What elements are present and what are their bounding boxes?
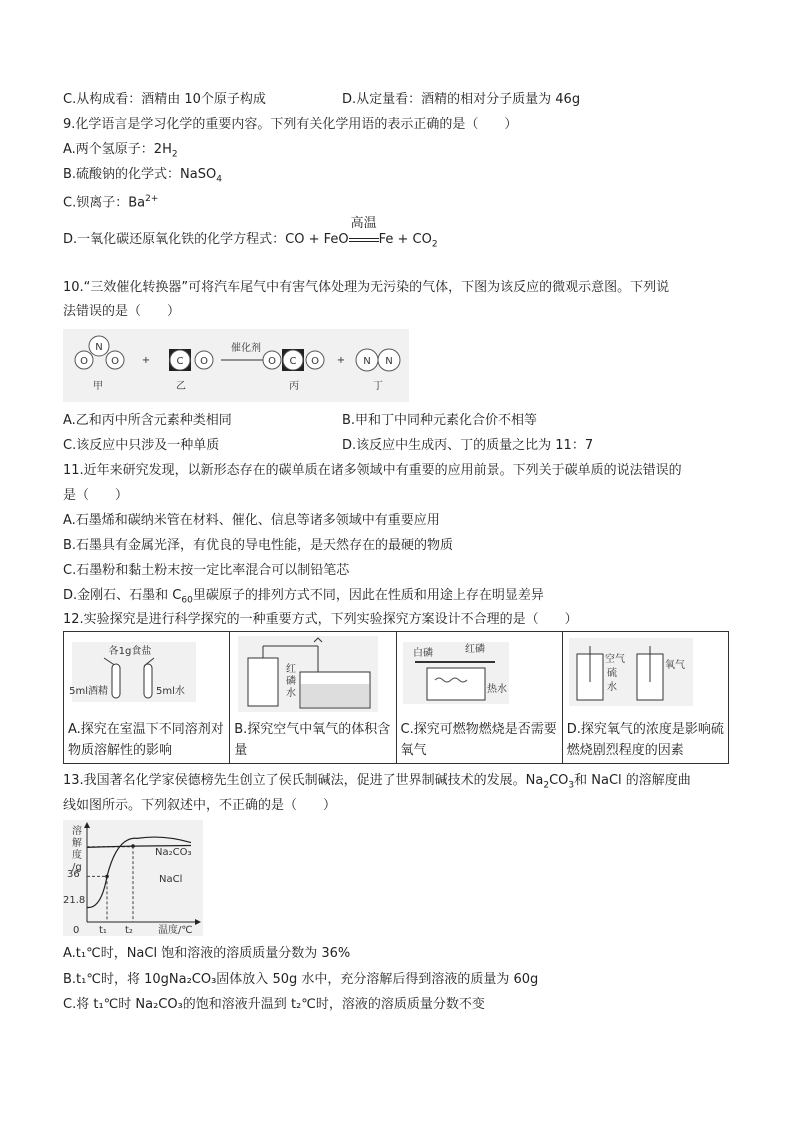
experiment-d-figure [563, 632, 728, 717]
q13-stem-line2: 线如图所示。下列叙述中，不正确的是（ ） [63, 798, 337, 813]
svg-text:氧气: 氧气 [664, 660, 685, 671]
q10-option-a: A.乙和丙中所含元素种类相同 [63, 413, 232, 428]
svg-text:+: + [336, 355, 346, 366]
xlabel: 温度/℃ [158, 925, 193, 936]
svg-text:5ml水: 5ml水 [156, 686, 185, 697]
svg-text:O: O [111, 356, 119, 367]
svg-text:O: O [80, 356, 88, 367]
q9-option-c: C.钡离子：$Ba^{2+}$ [63, 194, 159, 211]
legend-nacl: NaCl [159, 874, 183, 885]
label-bing: 丙 [289, 381, 299, 392]
svg-text:C: C [289, 356, 297, 367]
ylabel-3: 度 [72, 850, 82, 861]
svg-text:C: C [176, 356, 184, 367]
q11-option-d: D.金刚石、石墨和 $C_{60}$里碳原子的排列方式不同，因此在性质和用途上存在明显差异 [63, 588, 544, 606]
q10-stem-line1: 10.“三效催化转换器”可将汽车尾气中有害气体处理为无污染的气体，下图为该反应的微观示意图。下列说 [63, 280, 670, 295]
xtick-0: 0 [73, 925, 80, 936]
label-jia: 甲 [93, 381, 103, 392]
q9-stem: 9.化学语言是学习化学的重要内容。下列有关化学用语的表示正确的是（ ） [63, 117, 518, 132]
svg-text:水: 水 [606, 682, 617, 693]
svg-text:N: N [363, 356, 371, 367]
q10-option-b: B.甲和丁中同种元素化合价不相等 [342, 413, 538, 428]
q9-option-d: D.一氧化碳还原氧化铁的化学方程式：CO + FeO 高温 $Fe + CO_2$ [63, 216, 438, 250]
reaction-condition: 高温 [350, 216, 377, 231]
q10-option-c: C.该反应中只涉及一种单质 [63, 438, 220, 453]
q10-option-d: D.该反应中生成丙、丁的质量之比为 11：7 [342, 438, 594, 453]
q8-option-d: D.从定量看：酒精的相对分子质量为 46g [342, 92, 581, 107]
xtick-t2: t₂ [125, 925, 133, 936]
point-na2co3-t1 [105, 875, 109, 879]
svg-text:红磷: 红磷 [464, 644, 485, 655]
label-ding: 丁 [373, 381, 383, 392]
svg-text:O: O [268, 356, 276, 367]
svg-text:5ml酒精: 5ml酒精 [69, 686, 108, 697]
ylabel-1: 溶 [72, 826, 82, 837]
svg-text:白磷: 白磷 [412, 648, 433, 659]
experiment-c-text: C.探究可燃物燃烧是否需要氧气 [400, 722, 557, 758]
q11-stem-line2: 是（ ） [63, 488, 129, 503]
svg-text:磷: 磷 [286, 676, 297, 687]
q13-option-b: B.t₁℃时，将 10gNa₂CO₃固体放入 50g 水中，充分溶解后得到溶液的质量为 60g [63, 972, 539, 987]
molecule-yi [169, 349, 213, 371]
q12-stem: 12.实验探究是进行科学探究的一种重要方式，下列实验探究方案设计不合理的是（ ） [63, 612, 578, 627]
svg-text:红: 红 [286, 664, 297, 675]
xtick-t1: t₁ [99, 925, 107, 936]
svg-text:O: O [200, 356, 208, 367]
svg-text:空气: 空气 [604, 654, 625, 665]
q13-stem-line1: 13.我国著名化学家侯德榜先生创立了侯氏制碱法，促进了世界制碱技术的发展。$Na_2CO_3$和 NaCl 的溶解度曲 [63, 773, 691, 791]
experiment-a-figure [64, 632, 229, 717]
q10-stem-line2: 法错误的是（ ） [63, 304, 181, 319]
q9-option-b: B.硫酸钠的化学式：NaSO$_4$ [63, 167, 222, 185]
q12-experiment-table [63, 631, 729, 764]
catalyst-label: 催化剂 [231, 343, 261, 354]
experiment-d-text: D.探究氧气的浓度是影响硫燃烧剧烈程度的因素 [566, 722, 724, 758]
experiment-c-figure [397, 632, 562, 717]
svg-text:硫: 硫 [606, 668, 617, 679]
q13-option-c: C.将 t₁℃时 Na₂CO₃的饱和溶液升温到 t₂℃时，溶液的溶质质量分数不变 [63, 997, 485, 1012]
experiment-b-figure [230, 632, 395, 717]
ylabel-2: 解 [72, 838, 82, 849]
legend-na2co3: Na₂CO₃ [155, 847, 192, 858]
experiment-d [562, 632, 728, 764]
experiment-a [64, 632, 230, 764]
experiment-c [396, 632, 562, 764]
experiment-a-text: A.探究在室温下不同溶剂对物质溶解性的影响 [68, 722, 224, 758]
label-yi: 乙 [176, 381, 186, 392]
ytick-36: 36 [67, 869, 80, 880]
q8-option-c: C.从构成看：酒精由 10个原子构成 [63, 92, 266, 107]
q9-option-a: A.两个氢原子：$2H_2$ [63, 142, 178, 160]
q11-stem-line1: 11.近年来研究发现，以新形态存在的碳单质在诸多领域中有重要的应用前景。下列关于碳单质的说法错误的 [63, 463, 682, 478]
experiment-b-text: B.探究空气中氧气的体积含量 [234, 722, 391, 758]
ylabel-4: /g [72, 862, 82, 873]
ytick-21.8: 21.8 [63, 895, 86, 906]
svg-text:各1g食盐: 各1g食盐 [108, 646, 152, 657]
q11-option-b: B.石墨具有金属光泽，有优良的导电性能，是天然存在的最硬的物质 [63, 538, 454, 553]
point-intersect-t2 [131, 844, 135, 848]
experiment-b [230, 632, 396, 764]
q10-reaction-diagram [63, 329, 409, 402]
q11-option-a: A.石墨烯和碳纳米管在材料、催化、信息等诸多领域中有重要应用 [63, 513, 440, 528]
solubility-curve-chart [63, 820, 203, 936]
svg-text:热水: 热水 [486, 684, 507, 695]
q11-option-c: C.石墨粉和黏土粉末按一定比率混合可以制铅笔芯 [63, 563, 350, 578]
svg-text:水: 水 [286, 688, 297, 699]
svg-text:O: O [311, 356, 319, 367]
svg-text:N: N [385, 356, 393, 367]
q13-option-a: A.t₁℃时，NaCl 饱和溶液的溶质质量分数为 36% [63, 946, 351, 961]
svg-text:N: N [95, 342, 103, 353]
molecule-bing [263, 349, 324, 371]
plus-sign: + [141, 355, 151, 366]
